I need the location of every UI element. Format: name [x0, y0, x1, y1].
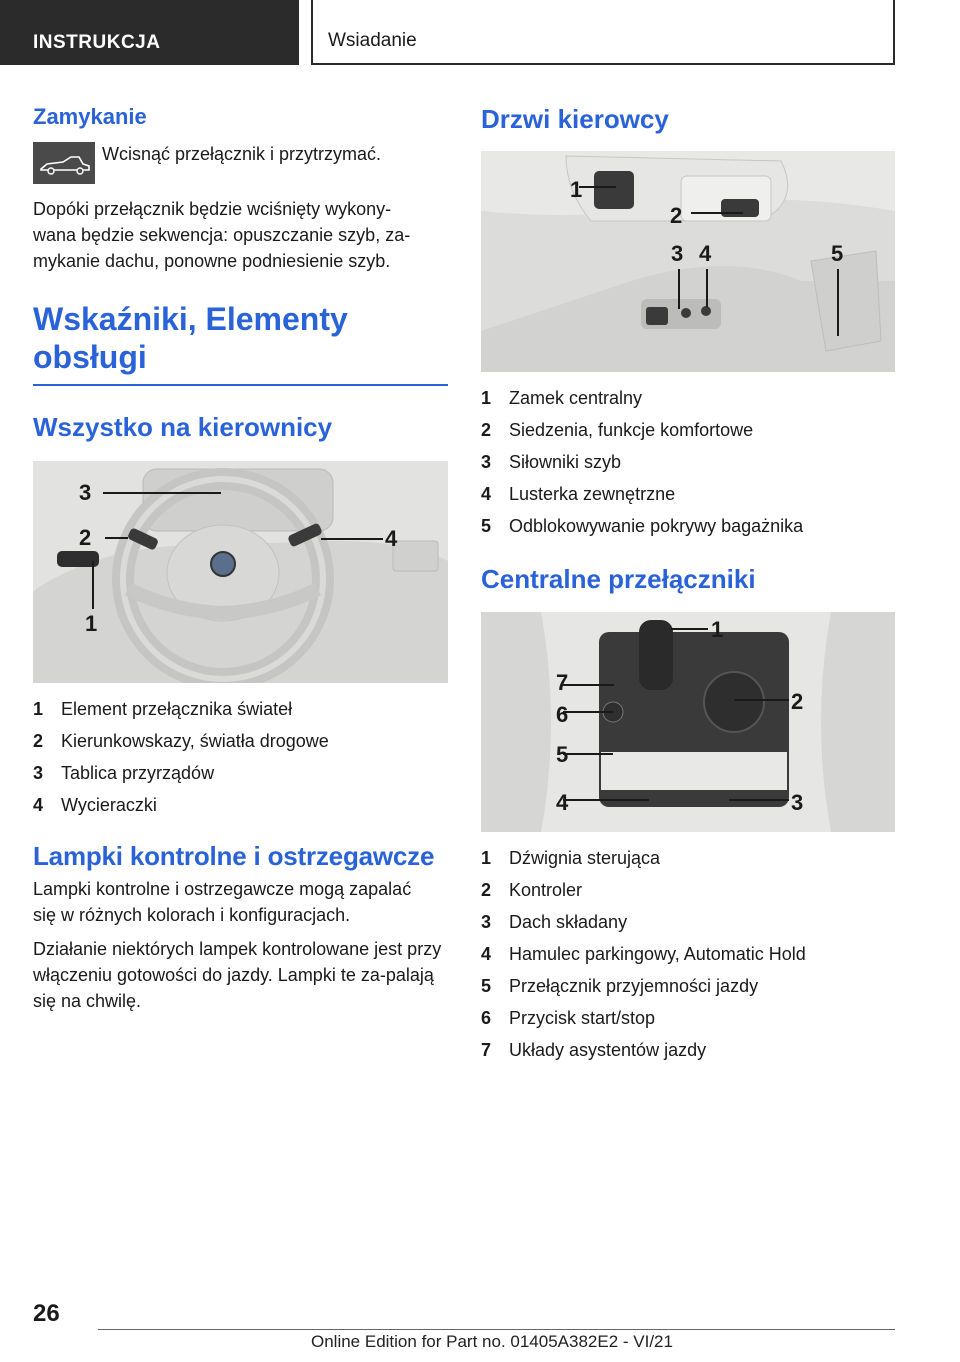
footer-edition: Online Edition for Part no. 01405A382E2 - VI/21	[311, 1332, 673, 1351]
warning-paragraph-2: Działanie niektórych lampek kontrolowane jest przy włączeniu gotowości do jazdy. Lampki te za-palają się na chwilę.	[33, 939, 442, 1011]
steering-title: Wszystko na kierownicy	[33, 412, 333, 442]
list-item: 6 Przycisk start/stop	[481, 1008, 656, 1028]
closing-paragraph: Dopóki przełącznik będzie wciśnięty wykony-wana będzie sekwencja: opuszczanie szyb, za-mykanie dachu, ponowne podniesienie szyb.	[33, 199, 411, 271]
list-item: 4 Lusterka zewnętrzne	[481, 484, 676, 504]
center-switches-title: Centralne przełączniki	[481, 564, 756, 594]
center-legend	[481, 842, 896, 1066]
console-callout-3: 3	[791, 790, 804, 815]
header-section-tab	[0, 0, 299, 65]
convertible-roof-icon	[33, 142, 95, 184]
list-item: 5 Przełącznik przyjemności jazdy	[481, 976, 759, 996]
list-item: 4 Hamulec parkingowy, Automatic Hold	[481, 944, 806, 964]
list-item: 5 Odblokowywanie pokrywy bagażnika	[481, 516, 804, 536]
console-callout-5: 5	[556, 742, 569, 767]
door-callout-4: 4	[699, 241, 712, 266]
door-callout-2: 2	[670, 203, 683, 228]
list-item: 2 Siedzenia, funkcje komfortowe	[481, 420, 754, 440]
indicators-heading	[33, 300, 448, 376]
header-chapter-tab	[311, 0, 895, 65]
closing-instruction-row	[33, 142, 448, 188]
console-callout-2: 2	[791, 689, 804, 714]
header-section-label: INSTRUKCJA	[33, 32, 161, 53]
warning-paragraph-1: Lampki kontrolne i ostrzegawcze mogą zapalać się w różnych kolorach i konfiguracjach.	[33, 879, 412, 925]
list-item: 3 Dach składany	[481, 912, 628, 932]
indicators-heading-line1: Wskaźniki, Elementy	[33, 301, 348, 337]
door-legend	[481, 382, 896, 542]
closing-title: Zamykanie	[33, 104, 147, 129]
console-callout-4: 4	[556, 790, 569, 815]
list-item: 1 Zamek centralny	[481, 388, 643, 408]
door-callout-5: 5	[831, 241, 844, 266]
left-column	[33, 100, 448, 1014]
closing-instruction: Wcisnąć przełącznik i przytrzymać.	[102, 144, 382, 164]
steering-callout-2: 2	[79, 525, 92, 550]
list-item: 1 Element przełącznika świateł	[33, 699, 293, 719]
indicators-heading-line2: obsługi	[33, 339, 147, 375]
door-title: Drzwi kierowcy	[481, 104, 669, 134]
right-column	[481, 100, 896, 1066]
list-item: 1 Dźwignia sterująca	[481, 848, 661, 868]
console-callout-1: 1	[711, 617, 724, 642]
console-callout-7: 7	[556, 670, 569, 695]
driver-door-image	[481, 151, 895, 372]
list-item: 7 Układy asystentów jazdy	[481, 1040, 707, 1060]
steering-callout-3: 3	[79, 480, 92, 505]
door-callout-1: 1	[570, 177, 583, 202]
page-number: 26	[33, 1300, 60, 1327]
heading-rule	[33, 384, 448, 386]
console-callout-6: 6	[556, 702, 569, 727]
steering-wheel-image	[33, 461, 448, 683]
steering-callout-4: 4	[385, 526, 398, 551]
list-item: 3 Siłowniki szyb	[481, 452, 622, 472]
footer-rule	[98, 1329, 895, 1330]
list-item: 4 Wycieraczki	[33, 795, 157, 815]
list-item: 2 Kierunkowskazy, światła drogowe	[33, 731, 329, 751]
list-item: 2 Kontroler	[481, 880, 583, 900]
center-console-image	[481, 612, 895, 832]
steering-legend	[33, 693, 448, 821]
door-callout-3: 3	[671, 241, 684, 266]
warning-lights-title: Lampki kontrolne i ostrzegawcze	[33, 841, 435, 871]
steering-callout-1: 1	[85, 611, 98, 636]
header-chapter-label: Wsiadanie	[328, 30, 417, 51]
list-item: 3 Tablica przyrządów	[33, 763, 215, 783]
